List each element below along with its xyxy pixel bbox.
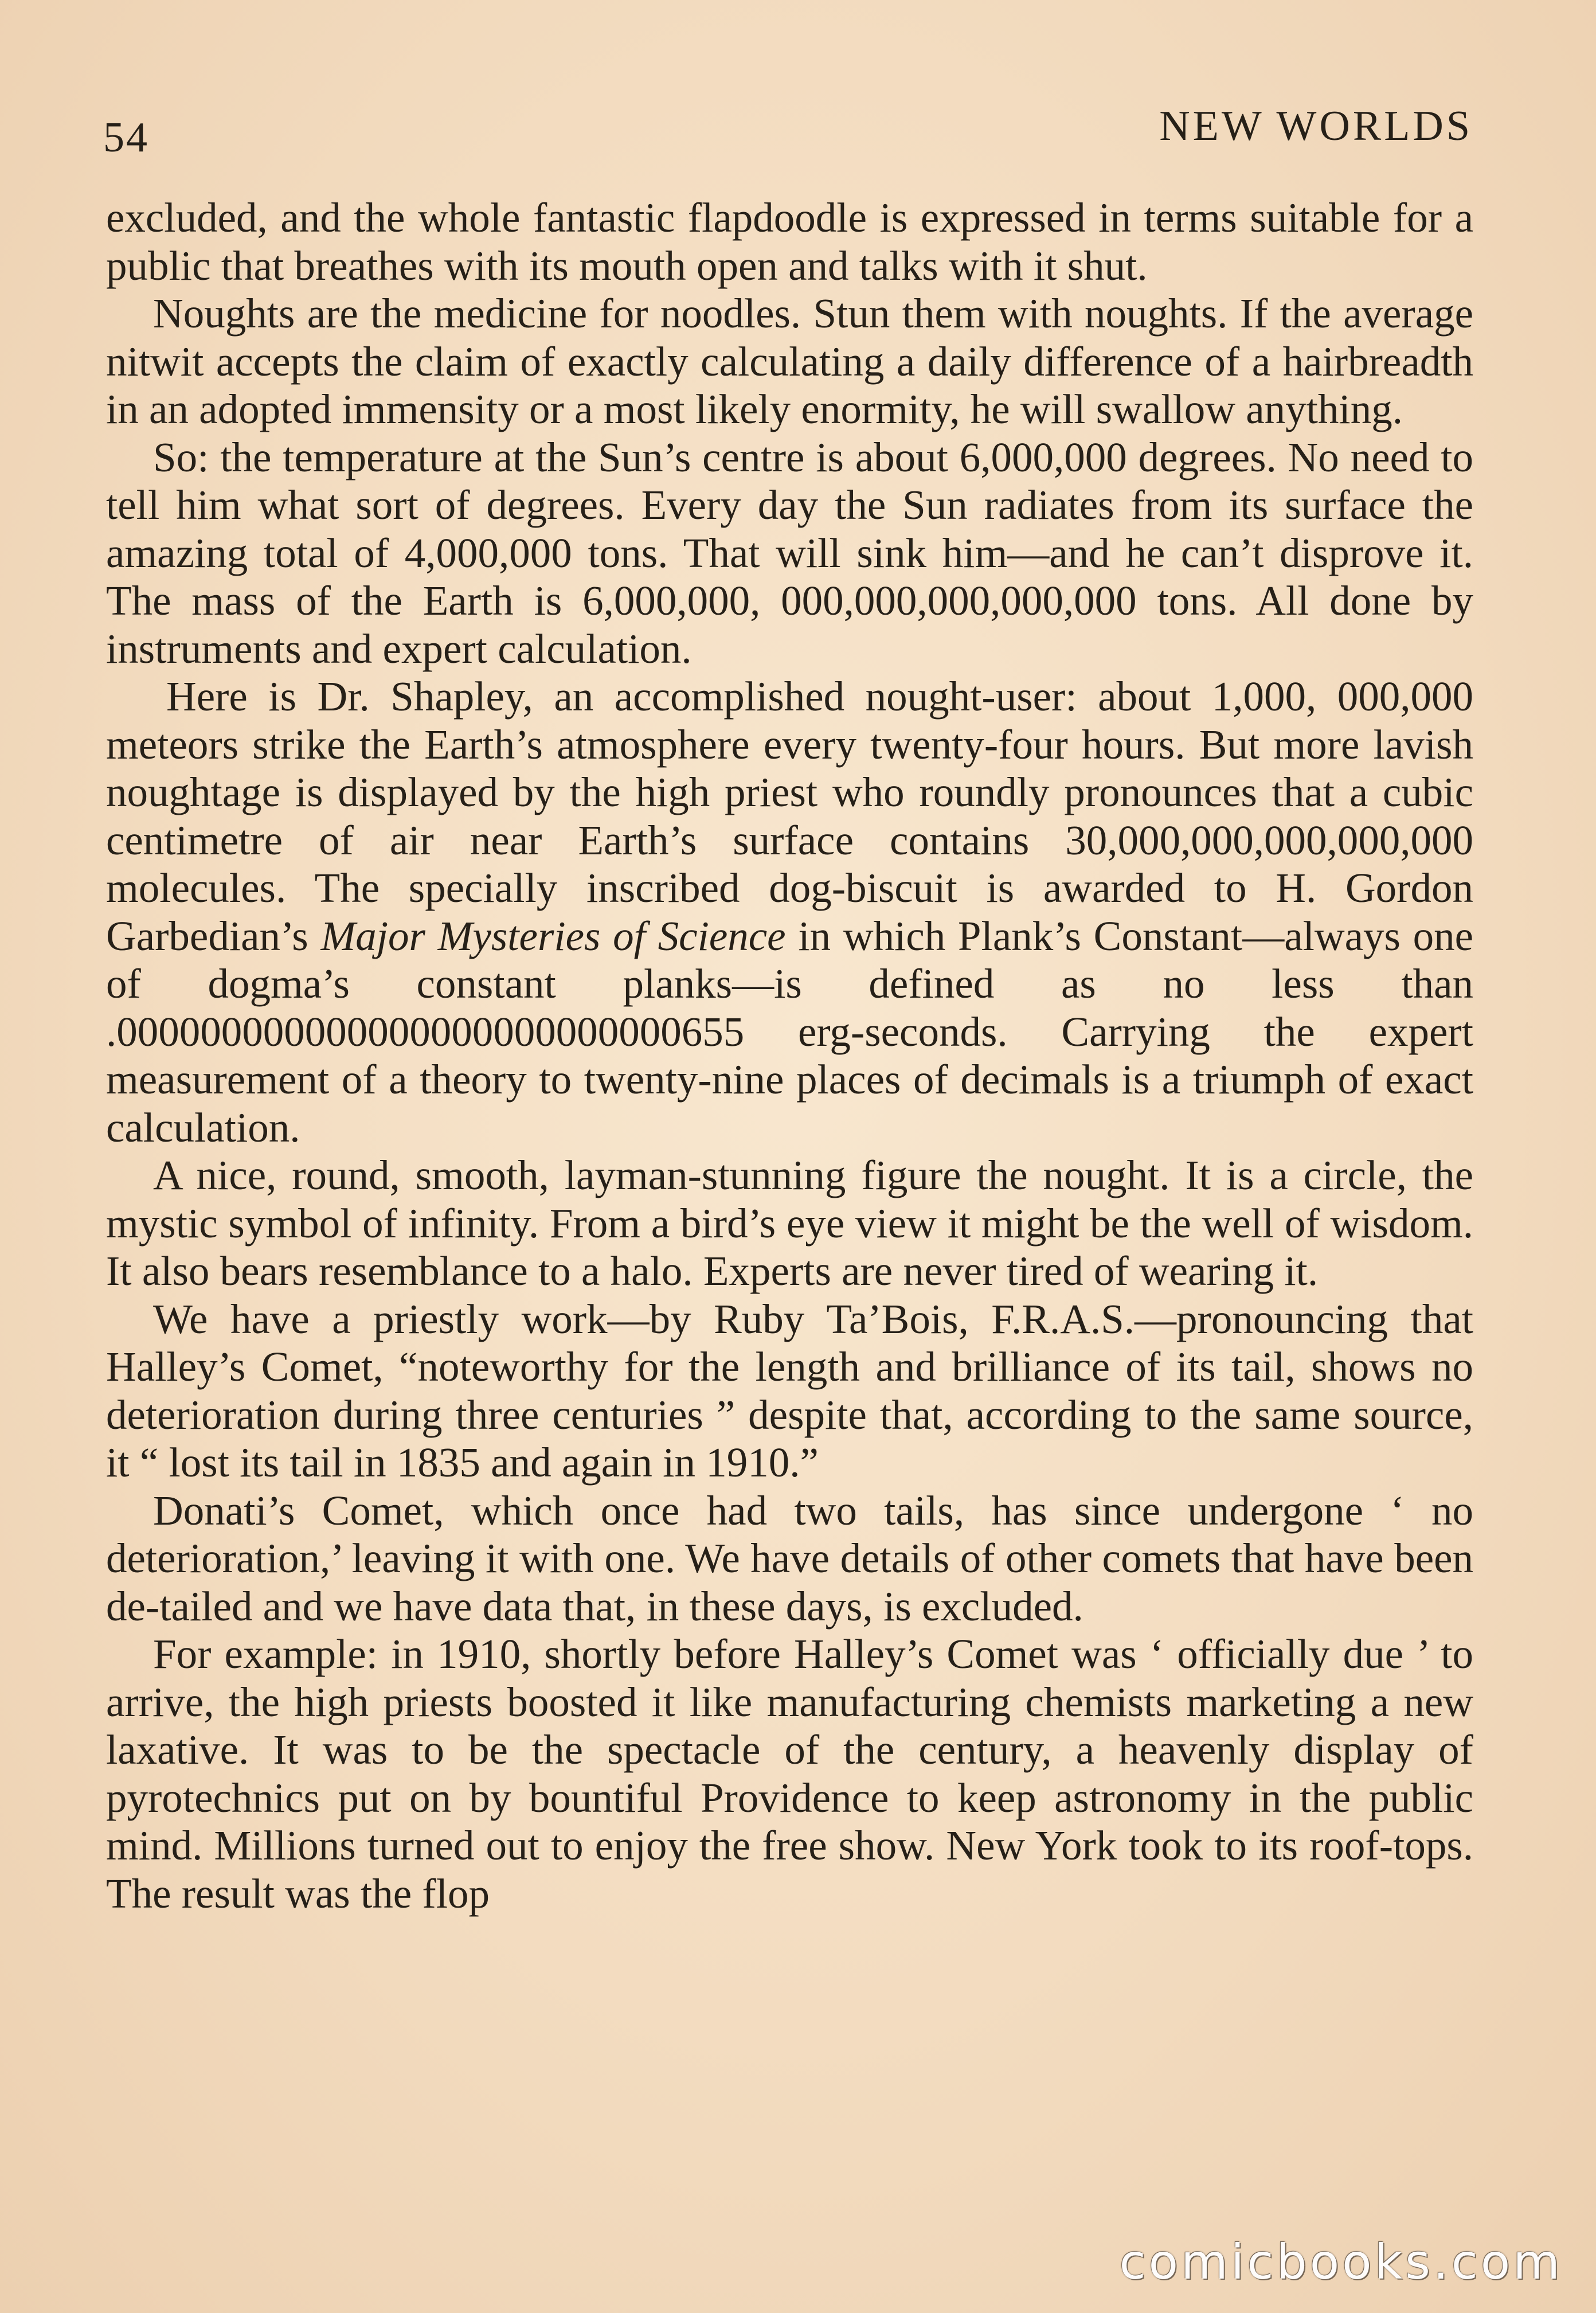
book-title: Major Mysteries of Science xyxy=(320,912,786,959)
paragraph: So: the temperature at the Sun’s centre is about 6,000,000 degrees. No need to tell him what sort of degrees. Every day the Sun radiates from its surface the amazing total of 4,000,000 tons. That will sink him—and he can’t disprove it. The mass of the Earth is 6,000,000, 000,000,000,000,000 tons. All done by instruments and expert calculation. xyxy=(106,433,1473,672)
paragraph-text: Here is Dr. Shapley, an accomplished nought-user: about 1,000, 000,000 meteors strike the Earth’s atmosphere every twenty-four hours. But more lavish noughtage is displayed by the high priest who roundly pronounces that a cubic centimetre of air near Earth’s surface contains 30,000,000,000,000,000 molecules. The specially inscribed dog-biscuit is awarded to H. Gordon Garbedian’s xyxy=(106,673,1473,959)
page-number: 54 xyxy=(103,114,149,161)
paragraph: For example: in 1910, shortly before Halley’s Comet was ‘ officially due ’ to arrive, the high priests boosted it like manufacturing chemists marketing a new laxative. It was to be the spectacle of the century, a heavenly display of pyrotechnics put on by bountiful Providence to keep astronomy in the public mind. Millions turned out to enjoy the free show. New York took to its roof-tops. The result was the flop xyxy=(106,1631,1473,1917)
paragraph xyxy=(106,673,1473,1151)
paragraph: A nice, round, smooth, layman-stunning figure the nought. It is a circle, the mystic symbol of infinity. From a bird’s eye view it might be the well of wisdom. It also bears resemblance to a halo. Experts are never tired of wearing it. xyxy=(106,1152,1473,1294)
running-head: NEW WORLDS xyxy=(1159,103,1473,150)
paragraph: Donati’s Comet, which once had two tails, has since undergone ‘ no deterioration,’ leaving it with one. We have details of other comets that have been de-tailed and we have data that, in these days, is excluded. xyxy=(106,1487,1473,1630)
body-text xyxy=(106,194,1473,1917)
paragraph-text: in which Plank’s Constant—always one of dogma’s constant planks—is defined as no less than .000000000000000000000000000655 erg-seconds. Carrying the expert measurement of a theory to twenty-nine places of decimals is a triumph of exact calculation. xyxy=(106,912,1474,1151)
paragraph: Noughts are the medicine for noodles. Stun them with noughts. If the average nitwit accepts the claim of exactly calculating a daily difference of a hairbreadth in an adopted immensity or a most likely enormity, he will swallow anything. xyxy=(106,290,1473,432)
page-header xyxy=(103,96,1473,159)
paragraph: excluded, and the whole fantastic flapdoodle is expressed in terms suitable for a public that breathes with its mouth open and talks with it shut. xyxy=(106,194,1473,289)
paragraph: We have a priestly work—by Ruby Ta’Bois, F.R.A.S.—pronouncing that Halley’s Comet, “noteworthy for the length and brilliance of its tail, shows no deterioration during three centuries ” despite that, according to the same source, it “ lost its tail in 1835 and again in 1910.” xyxy=(106,1295,1473,1486)
watermark: comicbooks.com xyxy=(1119,2234,1563,2290)
